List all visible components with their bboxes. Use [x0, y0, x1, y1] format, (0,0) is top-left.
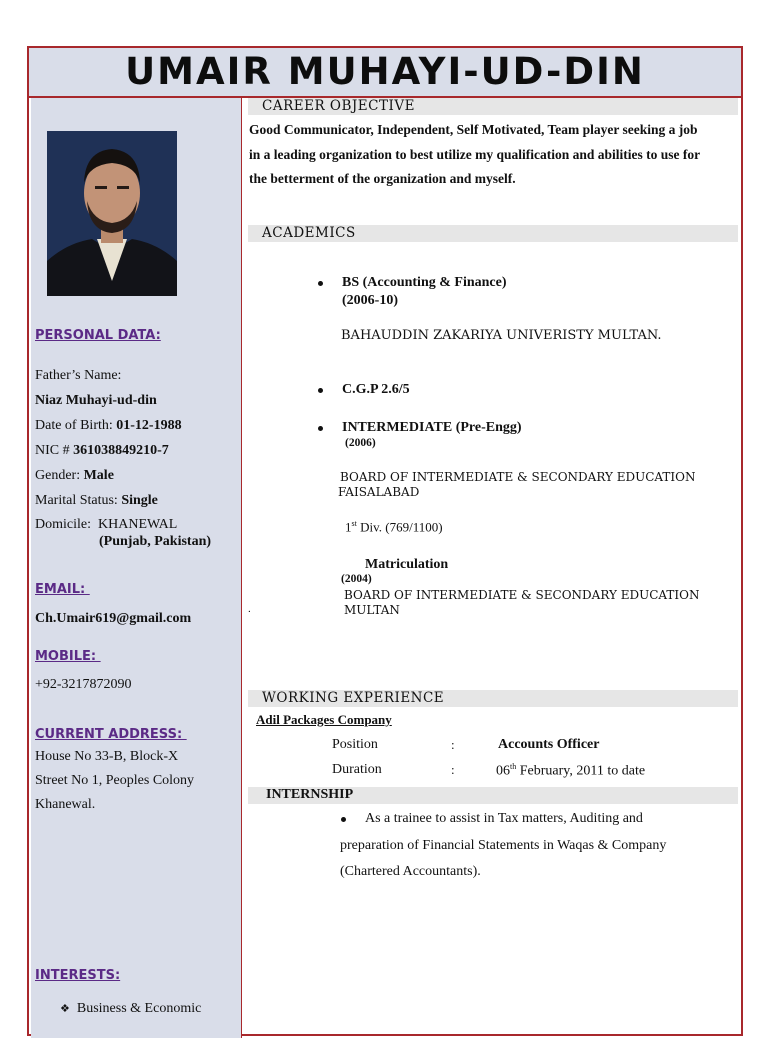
duration-colon: :: [451, 762, 455, 777]
position-value: Accounts Officer: [498, 737, 600, 752]
matric-board-line-1: BOARD OF INTERMEDIATE & SECONDARY EDUCATION: [344, 588, 700, 602]
diamond-bullet-icon: ❖: [60, 1003, 70, 1015]
domicile-value: KHANEWAL: [98, 517, 178, 532]
gender-label: Gender:: [35, 468, 81, 483]
stray-dot: .: [248, 603, 251, 615]
internship-line-1: As a trainee to assist in Tax matters, Auditing and: [365, 811, 643, 826]
internship-line-3: (Chartered Accountants).: [340, 864, 481, 879]
inter-board-line-2: FAISALABAD: [338, 485, 420, 499]
inter-year: (2006): [345, 437, 376, 449]
inter-division: [345, 519, 443, 535]
email-value: Ch.Umair619@gmail.com: [35, 611, 192, 626]
academics-section: [248, 225, 738, 242]
bullet-icon: [318, 388, 323, 393]
gender-value: Male: [83, 468, 114, 483]
gender-row: [35, 468, 114, 484]
address-line-3: Khanewal.: [35, 797, 96, 812]
dob-row: [35, 418, 182, 434]
domicile-label: Domicile:: [35, 517, 91, 532]
name-header: [29, 48, 741, 98]
cgp: C.G.P 2.6/5: [342, 382, 410, 397]
duration-day-suffix: th: [510, 762, 517, 771]
academics-heading: ACADEMICS: [262, 225, 356, 241]
nic-row: [35, 443, 169, 459]
portrait-image: [47, 131, 177, 296]
candidate-name: UMAIR MUHAYI-UD-DIN: [125, 50, 645, 93]
profile-photo: [47, 131, 177, 296]
career-objective-heading: CAREER OBJECTIVE: [262, 98, 415, 114]
internship-heading: INTERNSHIP: [266, 787, 354, 802]
inter-division-number: 1: [345, 519, 352, 535]
domicile-row: [35, 517, 177, 533]
marital-value: Single: [121, 493, 158, 508]
position-colon: :: [451, 737, 455, 752]
position-label: Position: [332, 737, 378, 752]
domicile-region: (Punjab, Pakistan): [99, 534, 212, 549]
dob-label: Date of Birth:: [35, 418, 113, 433]
interest-item: [60, 1001, 201, 1017]
address-line-1: House No 33-B, Block-X: [35, 749, 179, 764]
interests-heading: INTERESTS:: [35, 968, 121, 983]
career-line-1: Good Communicator, Independent, Self Motivated, Team player seeking a job: [249, 122, 698, 137]
fathers-name-value: Niaz Muhayi-ud-din: [35, 393, 157, 408]
internship-line-2: preparation of Financial Statements in Waqas & Company: [340, 838, 667, 853]
company-name: Adil Packages Company: [256, 712, 392, 727]
duration-value: [496, 762, 645, 780]
inter-division-marks: Div. (769/1100): [356, 519, 443, 535]
bs-university: BAHAUDDIN ZAKARIYA UNIVERISTY MULTAN.: [341, 328, 662, 343]
matric-title: Matriculation: [365, 557, 449, 572]
working-experience-heading: WORKING EXPERIENCE: [262, 690, 445, 706]
email-heading: EMAIL:: [35, 582, 90, 597]
inter-division-suffix: st: [351, 519, 357, 528]
duration-label: Duration: [332, 762, 382, 777]
duration-day: 06: [496, 763, 510, 779]
address-heading: CURRENT ADDRESS:: [35, 727, 187, 742]
mobile-value: +92-3217872090: [35, 677, 132, 692]
address-line-2: Street No 1, Peoples Colony: [35, 773, 195, 788]
nic-label: NIC #: [35, 443, 70, 458]
bullet-icon: [341, 817, 346, 822]
working-experience-section: [248, 690, 738, 707]
marital-row: [35, 493, 158, 509]
matric-board-line-2: MULTAN: [344, 603, 400, 617]
career-objective-section: [248, 98, 738, 115]
nic-value: 361038849210-7: [73, 443, 169, 458]
matric-year: (2004): [341, 573, 372, 585]
internship-section: [248, 787, 738, 804]
duration-rest: February, 2011 to date: [516, 763, 646, 779]
inter-title: INTERMEDIATE (Pre-Engg): [342, 420, 522, 435]
career-line-3: the betterment of the organization and myself.: [249, 171, 516, 186]
mobile-heading: MOBILE:: [35, 649, 101, 664]
marital-label: Marital Status:: [35, 493, 118, 508]
dob-value: 01-12-1988: [116, 418, 182, 433]
personal-data-heading: PERSONAL DATA:: [35, 328, 161, 343]
bullet-icon: [318, 426, 323, 431]
interest-label: Business & Economic: [76, 1001, 202, 1016]
inter-board-line-1: BOARD OF INTERMEDIATE & SECONDARY EDUCATION: [340, 470, 696, 484]
bs-title: BS (Accounting & Finance): [342, 275, 507, 290]
bs-years: (2006-10): [342, 293, 398, 308]
bullet-icon: [318, 281, 323, 286]
career-line-2: in a leading organization to best utilize my qualification and abilities to use for: [249, 147, 701, 162]
fathers-name-label: Father’s Name:: [35, 368, 122, 383]
